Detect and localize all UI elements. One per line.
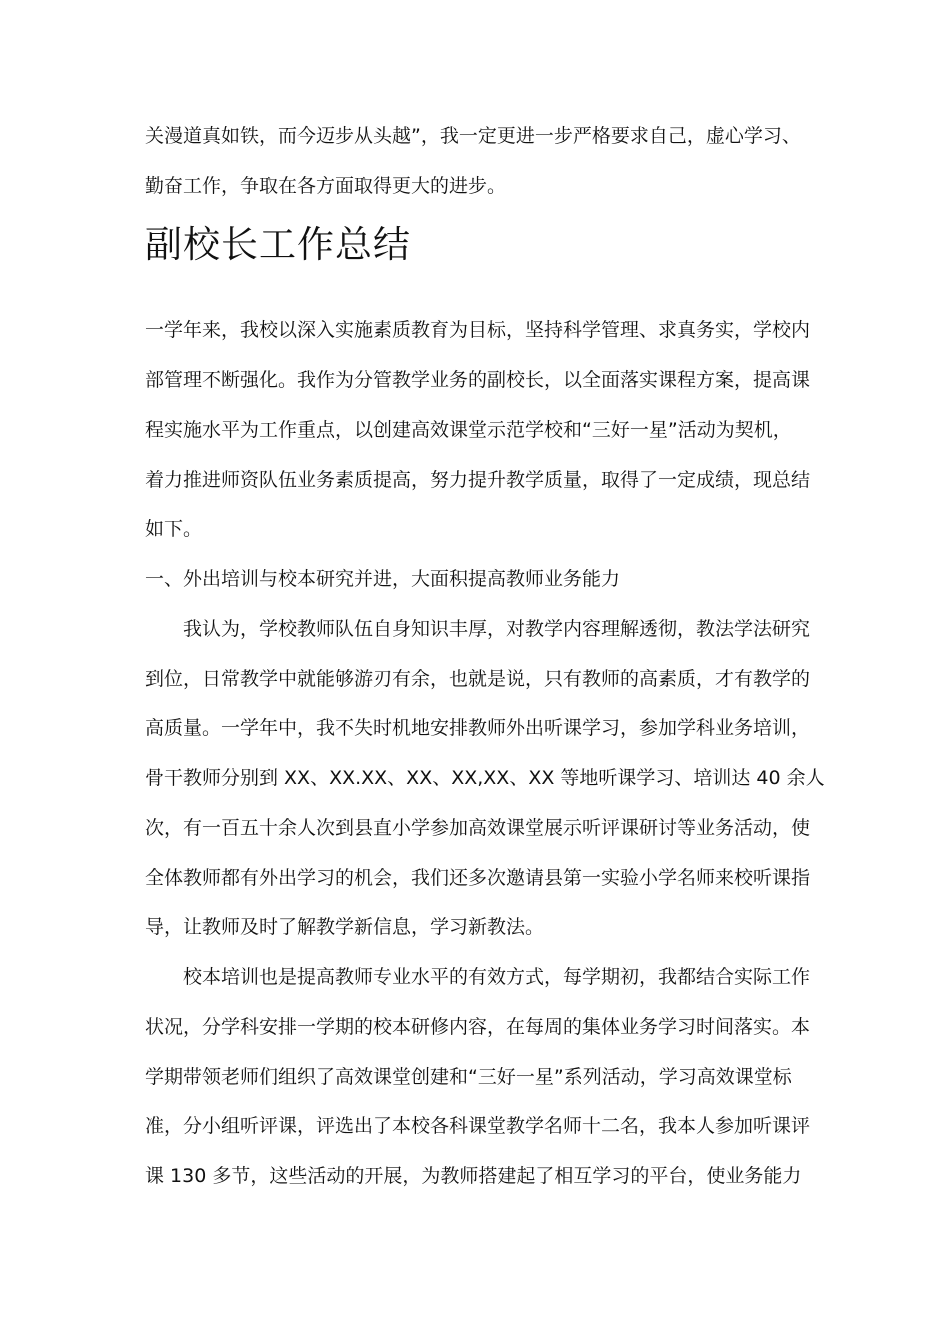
text-line: 一学年来，我校以深入实施素质教育为目标，坚持科学管理、求真务实，学校内 [145,319,811,341]
text-line: 课 130 多节，这些活动的开展，为教师搭建起了相互学习的平台，使业务能力 [145,1165,802,1187]
text-line: 关漫道真如铁，而今迈步从头越”，我一定更进一步严格要求自己，虚心学习、 [145,125,801,147]
text-line: 骨干教师分别到 XX、XX.XX、XX、XX,XX、XX 等地听课学习、培训达 40 余人 [145,767,825,789]
text-line: 高质量。一学年中，我不失时机地安排教师外出听课学习，参加学科业务培训， [145,717,811,739]
text-line: 部管理不断强化。我作为分管教学业务的副校长，以全面落实课程方案，提高课 [145,369,811,391]
text-line: 导，让教师及时了解教学新信息，学习新教法。 [145,916,545,938]
text-line: 勤奋工作，争取在各方面取得更大的进步。 [145,175,507,197]
text-line: 学期带领老师们组织了高效课堂创建和“三好一星”系列活动，学习高效课堂标 [145,1066,792,1088]
text-line: 着力推进师资队伍业务素质提高，努力提升教学质量，取得了一定成绩，现总结 [145,469,811,491]
text-line: 程实施水平为工作重点，以创建高效课堂示范学校和“三好一星”活动为契机， [145,419,792,441]
document-title: 副校长工作总结 [145,223,411,266]
section-heading: 一、外出培训与校本研究并进，大面积提高教师业务能力 [145,568,621,590]
text-line: 准，分小组听评课，评选出了本校各科课堂教学名师十二名，我本人参加听课评 [145,1115,811,1137]
text-line: 次，有一百五十余人次到县直小学参加高效课堂展示听评课研讨等业务活动，使 [145,817,811,839]
text-line: 状况，分学科安排一学期的校本研修内容，在每周的集体业务学习时间落实。本 [145,1016,811,1038]
text-line: 如下。 [145,518,203,540]
text-line: 到位，日常教学中就能够游刃有余，也就是说，只有教师的高素质，才有教学的 [145,668,811,690]
text-line: 我认为，学校教师队伍自身知识丰厚，对教学内容理解透彻，教法学法研究 [183,618,811,640]
text-line: 全体教师都有外出学习的机会，我们还多次邀请县第一实验小学名师来校听课指 [145,867,811,889]
text-line: 校本培训也是提高教师专业水平的有效方式，每学期初，我都结合实际工作 [183,966,811,988]
